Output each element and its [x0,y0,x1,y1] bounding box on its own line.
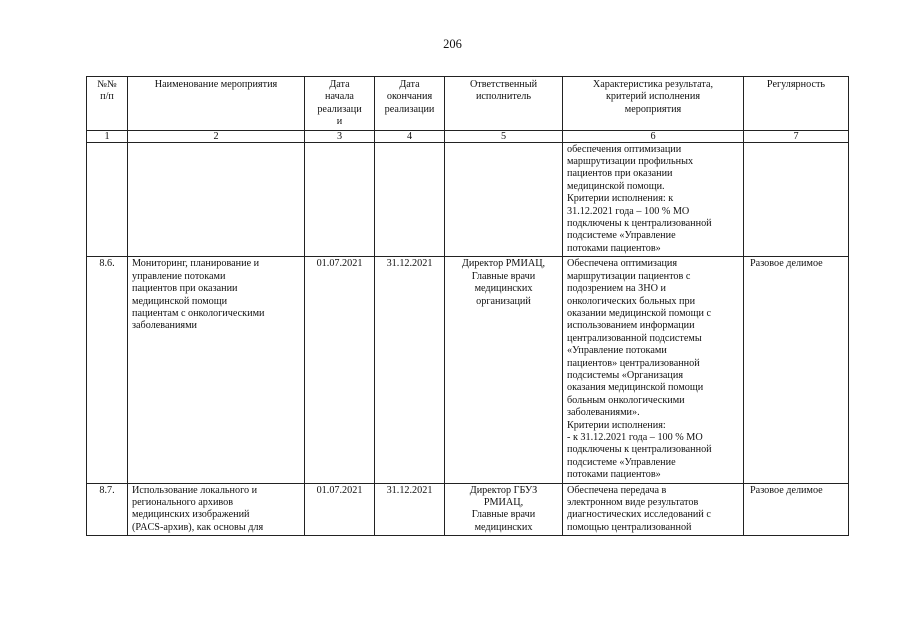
header-executor: Ответственный исполнитель [445,77,563,131]
row-result-cell: обеспечения оптимизации маршрутизации профильных пациентов при оказании медицинской помощи. Критерии исполнения: к 31.12.2021 года – 100 % МО подключены к централизованной подсистеме «Управление потоками пациентов» [563,142,744,257]
column-number: 5 [445,130,563,142]
row-regularity-cell: Разовое делимое [744,483,849,536]
row-num-cell [87,142,128,257]
measures-table [86,76,849,536]
row-start-cell: 01.07.2021 [305,483,375,536]
row-num-cell: 8.7. [87,483,128,536]
header-result: Характеристика результата, критерий исполнения мероприятия [563,77,744,131]
row-end-cell [375,142,445,257]
row-regularity-cell [744,142,849,257]
page-number: 206 [443,37,462,51]
header-regularity: Регулярность [744,77,849,131]
row-end-cell: 31.12.2021 [375,257,445,483]
column-number: 2 [128,130,305,142]
row-executor-cell [445,142,563,257]
header-num: №№ п/п [87,77,128,131]
row-start-cell: 01.07.2021 [305,257,375,483]
header-row [87,77,849,131]
table-row [87,257,849,483]
row-executor-cell: Директор ГБУЗ РМИАЦ, Главные врачи медицинских [445,483,563,536]
header-start: Дата начала реализаци и [305,77,375,131]
row-executor-cell: Директор РМИАЦ, Главные врачи медицинских организаций [445,257,563,483]
row-result-cell: Обеспечена передача в электронном виде результатов диагностических исследований с помощью централизованной [563,483,744,536]
row-num-cell: 8.6. [87,257,128,483]
column-number-row [87,130,849,142]
header-end: Дата окончания реализации [375,77,445,131]
column-number: 1 [87,130,128,142]
row-start-cell [305,142,375,257]
column-number: 7 [744,130,849,142]
row-result-cell: Обеспечена оптимизация маршрутизации пациентов с подозрением на ЗНО и онкологических больных при оказании медицинской помощи с использованием информации централизованной подсистемы «Управление потоками пациентов» централизованной подсистемы «Организация оказания медицинской помощи больным онкологическими заболеваниями». Критерии исполнения: - к 31.12.2021 года – 100 % МО подключены к централизованной подсистеме «Управление потоками пациентов» [563,257,744,483]
row-name-cell: Мониторинг, планирование и управление потоками пациентов при оказании медицинской помощи пациентам с онкологическими заболеваниями [128,257,305,483]
column-number: 6 [563,130,744,142]
row-regularity-cell: Разовое делимое [744,257,849,483]
row-end-cell: 31.12.2021 [375,483,445,536]
row-name-cell: Использование локального и регионального архивов медицинских изображений (PACS-архив), как основы для [128,483,305,536]
column-number: 3 [305,130,375,142]
table-row [87,483,849,536]
table-row [87,142,849,257]
header-name: Наименование мероприятия [128,77,305,131]
row-name-cell [128,142,305,257]
column-number: 4 [375,130,445,142]
